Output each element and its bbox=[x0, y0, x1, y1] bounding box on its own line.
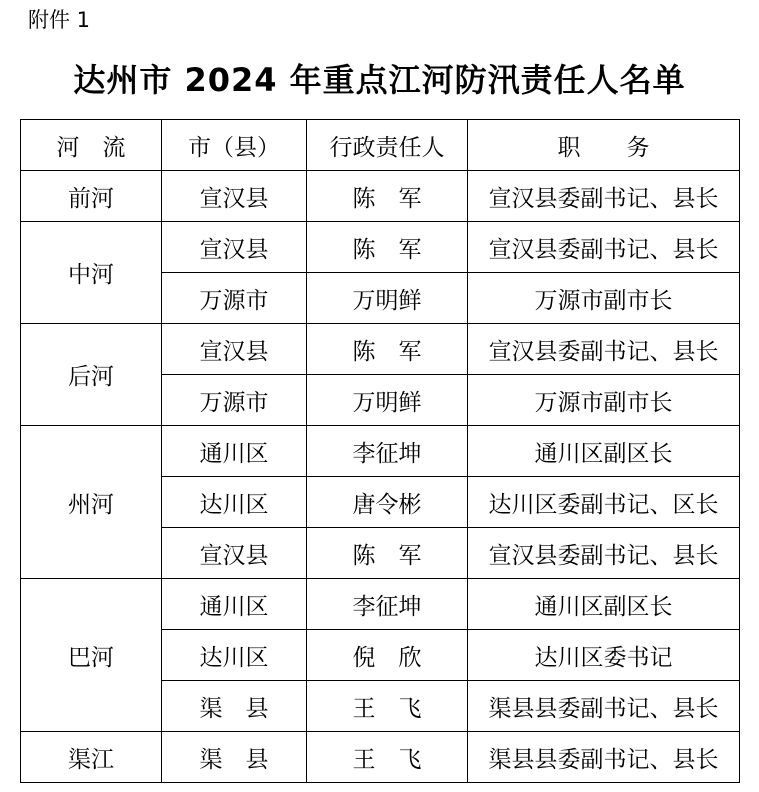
person-cell: 王 飞 bbox=[307, 732, 468, 783]
person-cell: 李征坤 bbox=[307, 579, 468, 630]
table-row bbox=[21, 732, 740, 783]
position-cell: 宣汉县委副书记、县长 bbox=[468, 171, 740, 222]
person-cell: 李征坤 bbox=[307, 426, 468, 477]
position-cell: 渠县县委副书记、县长 bbox=[468, 732, 740, 783]
person-cell: 倪 欣 bbox=[307, 630, 468, 681]
county-cell: 通川区 bbox=[162, 426, 307, 477]
position-cell: 万源市副市长 bbox=[468, 375, 740, 426]
county-cell: 万源市 bbox=[162, 375, 307, 426]
county-cell: 渠 县 bbox=[162, 681, 307, 732]
position-cell: 达川区委书记 bbox=[468, 630, 740, 681]
person-cell: 陈 军 bbox=[307, 171, 468, 222]
county-cell: 渠 县 bbox=[162, 732, 307, 783]
county-cell: 宣汉县 bbox=[162, 528, 307, 579]
header-position: 职 务 bbox=[468, 120, 740, 171]
position-cell: 达川区委副书记、区长 bbox=[468, 477, 740, 528]
person-cell: 唐令彬 bbox=[307, 477, 468, 528]
person-cell: 陈 军 bbox=[307, 222, 468, 273]
header-county: 市（县） bbox=[162, 120, 307, 171]
table-row bbox=[21, 222, 740, 273]
table-row bbox=[21, 324, 740, 375]
county-cell: 达川区 bbox=[162, 630, 307, 681]
river-cell: 渠江 bbox=[21, 732, 162, 783]
position-cell: 宣汉县委副书记、县长 bbox=[468, 528, 740, 579]
attachment-label: 附件 1 bbox=[28, 8, 91, 32]
table-row bbox=[21, 579, 740, 630]
person-cell: 万明鲜 bbox=[307, 273, 468, 324]
county-cell: 万源市 bbox=[162, 273, 307, 324]
table-row bbox=[21, 171, 740, 222]
position-cell: 宣汉县委副书记、县长 bbox=[468, 222, 740, 273]
header-person: 行政责任人 bbox=[307, 120, 468, 171]
river-cell: 前河 bbox=[21, 171, 162, 222]
river-cell: 中河 bbox=[21, 222, 162, 324]
position-cell: 宣汉县委副书记、县长 bbox=[468, 324, 740, 375]
river-cell: 后河 bbox=[21, 324, 162, 426]
responsibility-table bbox=[20, 119, 740, 783]
table-row bbox=[21, 426, 740, 477]
position-cell: 渠县县委副书记、县长 bbox=[468, 681, 740, 732]
river-cell: 巴河 bbox=[21, 579, 162, 732]
person-cell: 陈 军 bbox=[307, 324, 468, 375]
county-cell: 宣汉县 bbox=[162, 324, 307, 375]
person-cell: 万明鲜 bbox=[307, 375, 468, 426]
position-cell: 通川区副区长 bbox=[468, 426, 740, 477]
table-header-row bbox=[21, 120, 740, 171]
county-cell: 通川区 bbox=[162, 579, 307, 630]
county-cell: 宣汉县 bbox=[162, 222, 307, 273]
county-cell: 宣汉县 bbox=[162, 171, 307, 222]
document-title: 达州市 2024 年重点江河防汛责任人名单 bbox=[73, 61, 686, 99]
position-cell: 万源市副市长 bbox=[468, 273, 740, 324]
person-cell: 陈 军 bbox=[307, 528, 468, 579]
header-river: 河 流 bbox=[21, 120, 162, 171]
county-cell: 达川区 bbox=[162, 477, 307, 528]
river-cell: 州河 bbox=[21, 426, 162, 579]
person-cell: 王 飞 bbox=[307, 681, 468, 732]
position-cell: 通川区副区长 bbox=[468, 579, 740, 630]
